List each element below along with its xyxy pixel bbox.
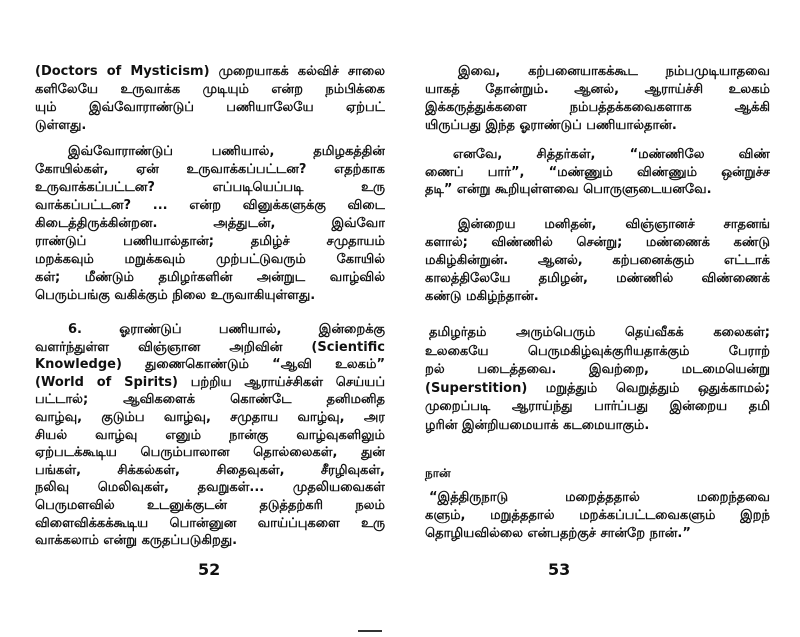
text-line: தடி” என்று கூறியுள்ளவை பொருளுடையனவே.: [425, 182, 712, 197]
section-heading: நான்: [425, 466, 451, 480]
text-line: (Superstition) மறுத்தும் வெறுத்தும் ஒதுக்காமல்;: [425, 380, 770, 396]
text-line: காலத்திலேயே தமிழன், மண்ணில் விண்ணைக்: [425, 271, 770, 286]
text-line: கள்; மீண்டும் தமிழர்களின் அன்றுட வாழ்வில்: [35, 270, 385, 285]
paragraph: [425, 63, 770, 135]
page-number: 53: [548, 560, 571, 579]
text-line: பங்கள், சிக்கல்கள், சிதைவுகள், சீரழிவுகள்,: [35, 462, 385, 478]
text-line: தமிழர்தம் அரும்பெரும் தெய்வீகக் கலைகள்;: [429, 325, 770, 340]
text-line: இக்கருத்துக்களை நம்பத்தக்கவைகளாக ஆக்கி: [425, 100, 770, 115]
text-line: களால்; விண்ணில் சென்று; மண்ணைக் கண்டு: [425, 235, 770, 250]
text-line: முறைப்படி ஆராய்ந்து பார்ப்பது இன்றைய தமி: [425, 399, 770, 415]
text-line: (World of Spirits) பற்றிய ஆராய்ச்சிகள் செய்யப்: [35, 374, 385, 390]
text-line: உருவாக்கப்பட்டன? எப்படியெப்படி உரு: [35, 180, 385, 195]
text-line: நலிவு மெலிவுகள், தவறுகள்... முதலியவைகள்: [35, 480, 385, 496]
text-line: யிருப்பது இந்த ஓராண்டுப் பணியால்தான்.: [425, 118, 677, 133]
text-line: இன்றைய மனிதன், விஞ்ஞானச் சாதனங்: [458, 217, 770, 232]
text-line: மறக்கவும் மறுக்கவும் முற்பட்டுவரும் கோயில்: [35, 252, 385, 267]
text-line: மகிழ்கின்றுன். ஆனல், கற்பனைக்கும் எட்டாக்: [425, 253, 770, 268]
text-line: ராண்டுப் பணியால்தான்; தமிழ்ச் சமுதாயம்: [35, 234, 385, 249]
text-line: சியல் வாழ்வு எனும் நான்கு வாழ்வுகளிலும்: [35, 427, 385, 443]
text-line: யும் இவ்வோராண்டுப் பணியாலேயே ஏற்பட்: [35, 100, 385, 115]
paragraph: [35, 321, 385, 550]
text-line: வாக்கலாம் என்று கருதப்படுகிறது.: [35, 533, 238, 549]
text-line: வாக்கப்பட்டன? ... என்ற வினுக்களுக்கு விடை: [35, 198, 385, 213]
text-line: பெரும்பங்கு வகிக்கும் நிலை உருவாகியுள்ளது.: [35, 288, 316, 303]
text-line: களும், மறுத்ததால் மறக்கப்பட்டவைகளும் இறந்: [425, 508, 770, 523]
paragraph: [35, 63, 385, 135]
text-line: ழரின் இன்றியமையாக் கடமையாகும்.: [425, 417, 650, 433]
text-line: உலகையே பெருமகிழ்வுக்குரியதாக்கும் பேராற்: [425, 343, 770, 359]
text-line: Knowledge) துணைகொண்டும் “ஆவி உலகம்”: [35, 357, 385, 373]
text-line: வாழ்வு, குடும்ப வாழ்வு, சமுதாய வாழ்வு, அர: [35, 409, 385, 425]
text-line: பெருமளவில் உடனுக்குடன் தடுத்தற்கரி நலம்: [35, 497, 385, 513]
text-line: எனவே, சித்தர்கள், “மண்ணிலே விண்: [453, 147, 770, 162]
text-line: இவ்வோராண்டுப் பணியால், தமிழகத்தின்: [68, 144, 385, 159]
paragraph: [425, 146, 770, 199]
right-page: [400, 0, 800, 637]
text-line: கிடைத்திருக்கின்றன. அத்துடன், இவ்வோ: [35, 216, 385, 231]
text-line: கண்டு மகிழ்ந்தான்.: [425, 289, 539, 304]
text-line: டுள்ளது.: [35, 118, 87, 133]
quote-block: [425, 489, 770, 543]
text-line: விளைவிக்கக்கூடிய பொன்னுன வாய்ப்புகளை உரு: [35, 515, 385, 531]
scan-edge-mark: [358, 630, 382, 632]
text-line: தொழியவில்லை என்பதற்குச் சான்றே நான்.”: [425, 526, 691, 541]
text-line: களிலேயே உருவாக்க முடியும் என்ற நம்பிக்கை: [35, 82, 385, 97]
paragraph: [425, 216, 770, 306]
text-line: வளர்ந்துள்ள விஞ்ஞான அறிவின் (Scientific: [35, 339, 385, 355]
text-line: ஏற்படக்கூடிய பெரும்பாலான தொல்லைகள், துன்: [35, 445, 385, 461]
paragraph: [35, 143, 385, 305]
text-line: கோயில்கள், ஏன் உருவாக்கப்பட்டன? எதற்காக: [35, 162, 385, 177]
text-line: 6. ஓராண்டுப் பணியால், இன்றைக்கு: [68, 322, 385, 337]
text-line: ணைப் பார்”, “மண்ணும் விண்ணும் ஒன்றுச்ச: [425, 164, 770, 180]
text-line: பட்டால்; ஆவிகளைக் கொண்டே தனிமனித: [35, 392, 385, 408]
text-line: யாகத் தோன்றும். ஆனல், ஆராய்ச்சி உலகம்: [425, 82, 770, 97]
text-line: இவை, கற்பனையாகக்கூட நம்பமுடியாதவை: [458, 64, 770, 79]
text-line: (Doctors of Mysticism) முறையாகக் கல்விச் சாலை: [35, 64, 385, 79]
paragraph: [425, 324, 770, 436]
text-line: றல் படைத்தவை. இவற்றை, மடமையென்று: [425, 362, 770, 378]
text-line: “இத்திருநாடு மறைத்ததால் மறைந்தவை: [429, 490, 770, 505]
page-number: 52: [198, 560, 221, 579]
